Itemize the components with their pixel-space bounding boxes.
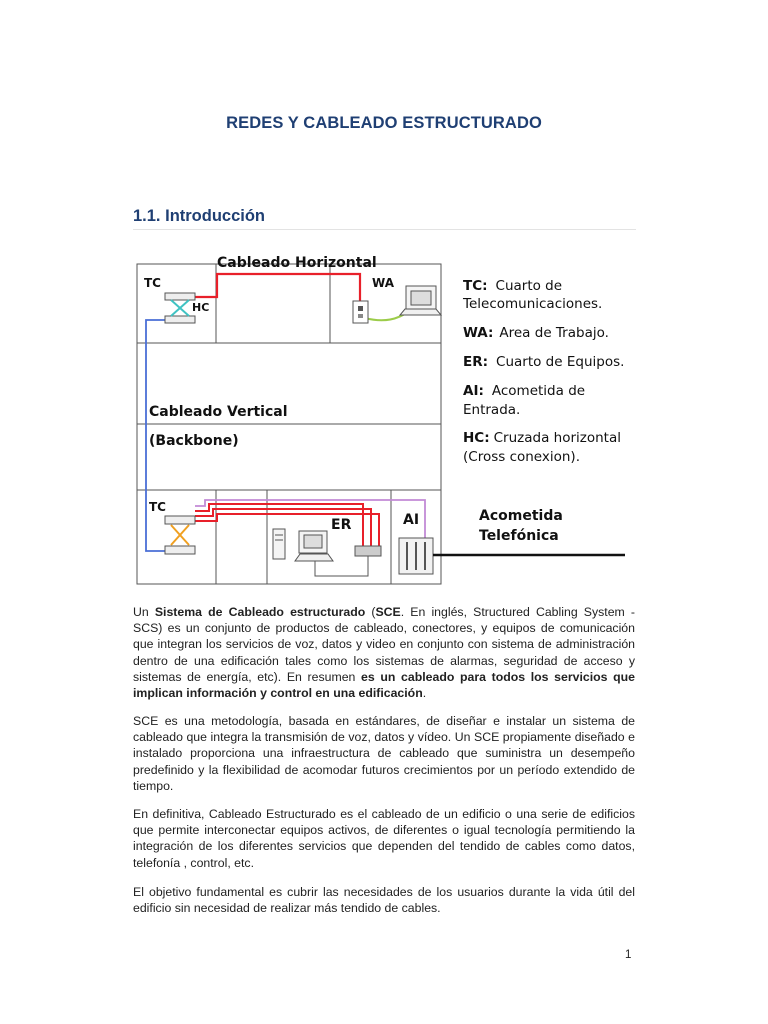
label-hc: HC <box>192 301 210 314</box>
label-vertical-cabling: Cableado Vertical <box>149 404 288 420</box>
paragraph-definition-summary: En definitiva, Cableado Estructurado es el cableado de un edificio o una serie de edificios que permite interconectar equipos activos, de diferentes o igual tecnología permitiendo la integración de los diferentes servicios que dependen del tendido de cables como datos, telefonía , control, etc. <box>133 807 635 870</box>
legend-tc-cont: Telecomunicaciones. <box>463 296 603 312</box>
section-heading: 1.1. Introducción <box>133 207 266 225</box>
label-er: ER <box>331 517 352 533</box>
wa-computer <box>400 286 441 315</box>
diagram-title: Cableado Horizontal <box>217 255 377 271</box>
label-wa: WA <box>372 276 394 290</box>
label-ai: AI <box>403 512 420 528</box>
paragraph-definition: Un Sistema de Cableado estructurado (SCE. En inglés, Structured Cabling System - SCS) es un conjunto de productos de cableado, conectores, y equipos de comunicación que integran los servicios de voz, datos y video en conjunto con sistema de administración dentro de una edificación tales como los sistemas de alarmas, seguridad de acceso y sistemas de energía, etc). En resumen es un cableado para todos los servicios que implican información y control en una edificación. <box>133 605 635 701</box>
label-telefonica: Telefónica <box>479 528 559 544</box>
tc-top-panel <box>165 293 195 323</box>
diagram-legend <box>462 278 624 465</box>
paragraph-methodology: SCE es una metodología, basada en estándares, de diseñar e instalar un sistema de cableado que integra la transmisión de voz, datos y vídeo. Un SCE propiamente diseñado e instalado proporciona una infraestructura de cableado que suministra un desempeño predefinido y la flexibilidad de acomodar futuros crecimientos por un período extendido de tiempo. <box>133 714 635 793</box>
er-equipment <box>273 529 381 576</box>
horizontal-cable <box>195 274 360 303</box>
paragraph-objective: El objetivo fundamental es cubrir las necesidades de los usuarios durante la vida útil del edificio sin necesidad de realizar más tendido de cables. <box>133 885 635 916</box>
structured-cabling-diagram <box>135 248 635 588</box>
label-tc-bottom: TC <box>149 500 166 514</box>
ai-equipment <box>399 538 433 574</box>
legend-ai-cont: Entrada. <box>463 402 521 418</box>
legend-hc-cont: (Cross conexion). <box>463 449 580 465</box>
legend-ai: AI: Acometida de <box>463 383 586 399</box>
legend-hc: HC: Cruzada horizontal <box>463 430 621 446</box>
building-frame <box>137 264 441 584</box>
page-number: 1 <box>625 949 632 961</box>
label-tc-top: TC <box>144 276 161 290</box>
wa-outlet <box>353 301 368 323</box>
label-acometida: Acometida <box>479 508 563 524</box>
label-backbone: (Backbone) <box>149 433 239 449</box>
legend-tc: TC: Cuarto de <box>463 278 563 294</box>
legend-wa: WA: Area de Trabajo. <box>463 325 609 341</box>
section-divider <box>133 229 636 230</box>
tc-bottom-panel <box>165 516 195 554</box>
legend-er: ER: Cuarto de Equipos. <box>463 354 625 370</box>
document-title: REDES Y CABLEADO ESTRUCTURADO <box>226 114 542 132</box>
